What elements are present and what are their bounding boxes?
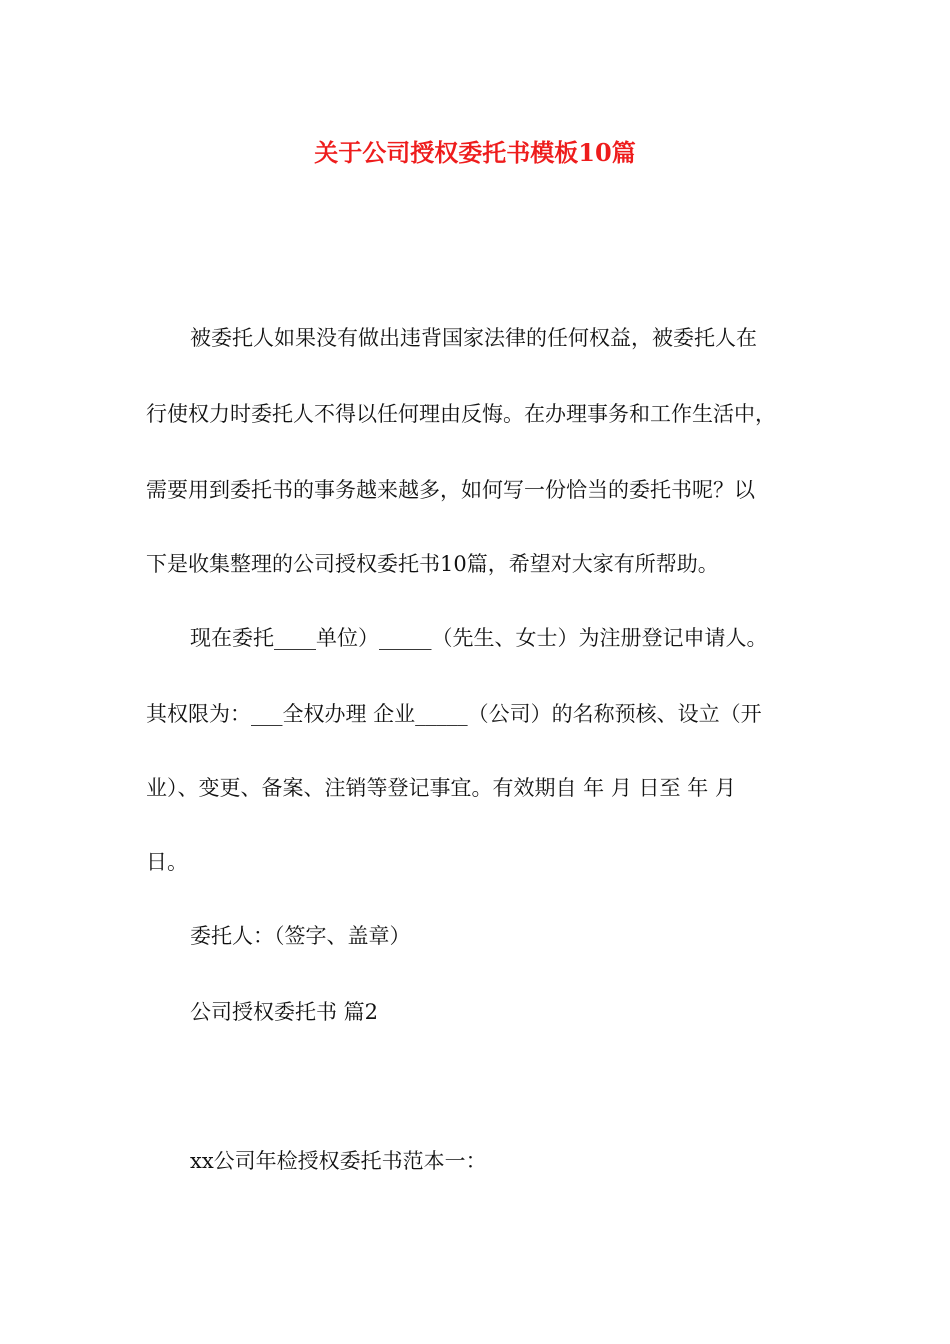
paragraph-line-6: 其权限为：___全权办理 企业_____（公司）的名称预核、设立（开 <box>146 702 762 726</box>
paragraph-line-8: 日。 <box>146 850 188 874</box>
document-title: 关于公司授权委托书模板10篇 <box>314 138 636 167</box>
signature-line: 委托人：（签字、盖章） <box>190 924 411 948</box>
paragraph-line-1: 被委托人如果没有做出违背国家法律的任何权益，被委托人在 <box>190 326 757 350</box>
section-heading: 公司授权委托书 篇2 <box>190 1000 379 1024</box>
subsection-heading: xx公司年检授权委托书范本一： <box>190 1149 487 1173</box>
paragraph-line-5: 现在委托____单位）_____（先生、女士）为注册登记申请人。 <box>190 626 768 650</box>
paragraph-line-2: 行使权力时委托人不得以任何理由反悔。在办理事务和工作生活中， <box>146 402 776 426</box>
paragraph-line-7: 业）、变更、备案、注销等登记事宜。有效期自 年 月 日至 年 月 <box>146 776 736 800</box>
paragraph-line-3: 需要用到委托书的事务越来越多，如何写一份恰当的委托书呢？以 <box>146 478 755 502</box>
paragraph-line-4: 下是收集整理的公司授权委托书10篇，希望对大家有所帮助。 <box>146 552 719 576</box>
